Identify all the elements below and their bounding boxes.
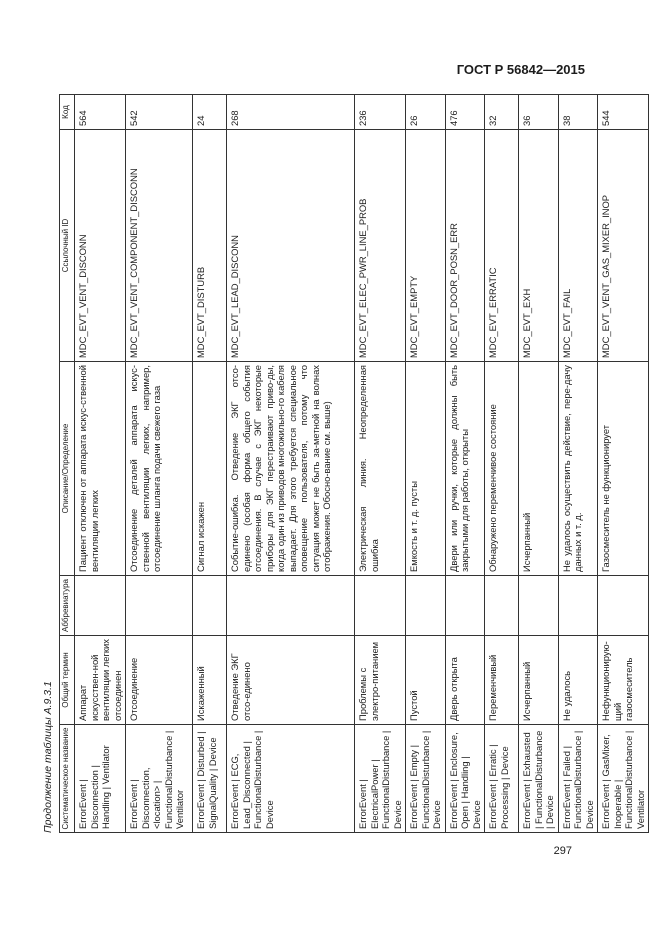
systematic-name-cell: ErrorEvent | ECG, Lead_Disconnected | FunctionalDisturbance | Device	[227, 725, 355, 833]
systematic-name-cell: ErrorEvent | Disconnection, <location> | FunctionalDisturbance | Ventilator	[126, 725, 193, 833]
rotated-table-area	[42, 95, 646, 833]
common-term-cell: Дверь открыта	[445, 636, 485, 725]
code-cell: 236	[355, 95, 406, 130]
table-row	[598, 95, 649, 833]
description-cell: Двери или ручки, которые должны быть закрытыми для работы, открыты	[445, 362, 485, 576]
abbreviation-cell	[227, 576, 355, 636]
code-cell: 544	[598, 95, 649, 130]
abbreviation-cell	[445, 576, 485, 636]
reference-id-cell: MDC_EVT_DISTURB	[193, 130, 227, 362]
reference-id-cell: MDC_EVT_LEAD_DISCONN	[227, 130, 355, 362]
code-cell: 542	[126, 95, 193, 130]
code-cell: 24	[193, 95, 227, 130]
systematic-name-cell: ErrorEvent | GasMixer, Inoperable | FunctionalDisturbance | Ventilator	[598, 725, 649, 833]
code-cell: 476	[445, 95, 485, 130]
systematic-name-cell: ErrorEvent | Empty | FunctionalDisturbance | Device	[406, 725, 446, 833]
table-caption: Продолжение таблицы А.9.3.1	[42, 681, 54, 833]
event-table	[59, 94, 649, 833]
code-cell: 36	[519, 95, 559, 130]
description-cell: Обнаружено переменчивое состояние	[485, 362, 519, 576]
code-cell: 32	[485, 95, 519, 130]
column-header: Описание/Определение	[60, 362, 75, 576]
systematic-name-cell: ErrorEvent | Enclosure, Open | Handling | Device	[445, 725, 485, 833]
page-number: 297	[553, 845, 572, 857]
column-header: Систематическое название	[60, 725, 75, 833]
description-cell: Отсоединение деталей аппарата искус-ственной вентиляции легких, например, отсоединение шланга подачи свежего газа	[126, 362, 193, 576]
systematic-name-cell: ErrorEvent | Erratic | Processing | Device	[485, 725, 519, 833]
code-cell: 26	[406, 95, 446, 130]
description-cell: Событие-ошибка. Отведение ЭКГ отсо-единено (особая форма общего события отсоединения. В случае с ЭКГ некоторые приборы для ЭКГ перестраивают приво-ды, когда один из приводов многожильно-го кабеля выпадает. Для этого требуется специальное оповещение пользователя, потому что ситуация может не быть за-метной на волнах отображения. Обосно-вание см. выше)	[227, 362, 355, 576]
reference-id-cell: MDC_EVT_VENT_COMPONENT_DISCONN	[126, 130, 193, 362]
common-term-cell: Искаженный	[193, 636, 227, 725]
column-header: Аббревиатура	[60, 576, 75, 636]
abbreviation-cell	[193, 576, 227, 636]
reference-id-cell: MDC_EVT_EXH	[519, 130, 559, 362]
rotated-page-content	[42, 95, 646, 833]
table-row	[485, 95, 519, 833]
abbreviation-cell	[126, 576, 193, 636]
common-term-cell: Пустой	[406, 636, 446, 725]
table-row	[406, 95, 446, 833]
description-cell: Электрическая линия. Неопределенная ошибка	[355, 362, 406, 576]
table-row	[227, 95, 355, 833]
table-row	[355, 95, 406, 833]
description-cell: Исчерпанный	[519, 362, 559, 576]
table-row	[519, 95, 559, 833]
table-row	[558, 95, 598, 833]
column-header: Общий термин	[60, 636, 75, 725]
reference-id-cell: MDC_EVT_DOOR_POSN_ERR	[445, 130, 485, 362]
document-header: ГОСТ Р 56842—2015	[456, 62, 585, 77]
code-cell: 564	[75, 95, 126, 130]
reference-id-cell: MDC_EVT_ERRATIC	[485, 130, 519, 362]
abbreviation-cell	[75, 576, 126, 636]
description-cell: Емкость и т. д. пусты	[406, 362, 446, 576]
systematic-name-cell: ErrorEvent | Exhausted | FunctionalDisturbance | Device	[519, 725, 559, 833]
description-cell: Пациент отключен от аппарата искус-ственной вентиляции легких	[75, 362, 126, 576]
common-term-cell: Аппарат искусствен-ной вентиляции легких отсоединен	[75, 636, 126, 725]
table-row	[126, 95, 193, 833]
reference-id-cell: MDC_EVT_EMPTY	[406, 130, 446, 362]
table-body	[75, 95, 649, 833]
common-term-cell: Нефункционирую-щий газосмеситель	[598, 636, 649, 725]
code-cell: 268	[227, 95, 355, 130]
description-cell: Сигнал искажен	[193, 362, 227, 576]
column-header: Код	[60, 95, 75, 130]
common-term-cell: Переменчивый	[485, 636, 519, 725]
abbreviation-cell	[406, 576, 446, 636]
reference-id-cell: MDC_EVT_ELEC_PWR_LINE_PROB	[355, 130, 406, 362]
code-cell: 38	[558, 95, 598, 130]
abbreviation-cell	[485, 576, 519, 636]
abbreviation-cell	[355, 576, 406, 636]
table-row	[193, 95, 227, 833]
abbreviation-cell	[598, 576, 649, 636]
abbreviation-cell	[519, 576, 559, 636]
systematic-name-cell: ErrorEvent | Disconnection | Handling | Ventilator	[75, 725, 126, 833]
common-term-cell: Отсоединение	[126, 636, 193, 725]
table-header-row	[60, 95, 75, 833]
systematic-name-cell: ErrorEvent | Failed | FunctionalDisturbance | Device	[558, 725, 598, 833]
description-cell: Газосмеситель не функционирует	[598, 362, 649, 576]
common-term-cell: Исчерпанный	[519, 636, 559, 725]
abbreviation-cell	[558, 576, 598, 636]
systematic-name-cell: ErrorEvent | ElectricalPower | FunctionalDisturbance | Device	[355, 725, 406, 833]
description-cell: Не удалось осуществить действие, пере-дачу данных и т. д.	[558, 362, 598, 576]
column-header: Ссылочный ID	[60, 130, 75, 362]
common-term-cell: Не удалось	[558, 636, 598, 725]
table-row	[445, 95, 485, 833]
reference-id-cell: MDC_EVT_FAIL	[558, 130, 598, 362]
reference-id-cell: MDC_EVT_VENT_GAS_MIXER_INOP	[598, 130, 649, 362]
common-term-cell: Проблемы с электро-питанием	[355, 636, 406, 725]
common-term-cell: Отведение ЭКГ отсо-единено	[227, 636, 355, 725]
reference-id-cell: MDC_EVT_VENT_DISCONN	[75, 130, 126, 362]
table-row	[75, 95, 126, 833]
systematic-name-cell: ErrorEvent | Disturbed | SignalQuality | Device	[193, 725, 227, 833]
